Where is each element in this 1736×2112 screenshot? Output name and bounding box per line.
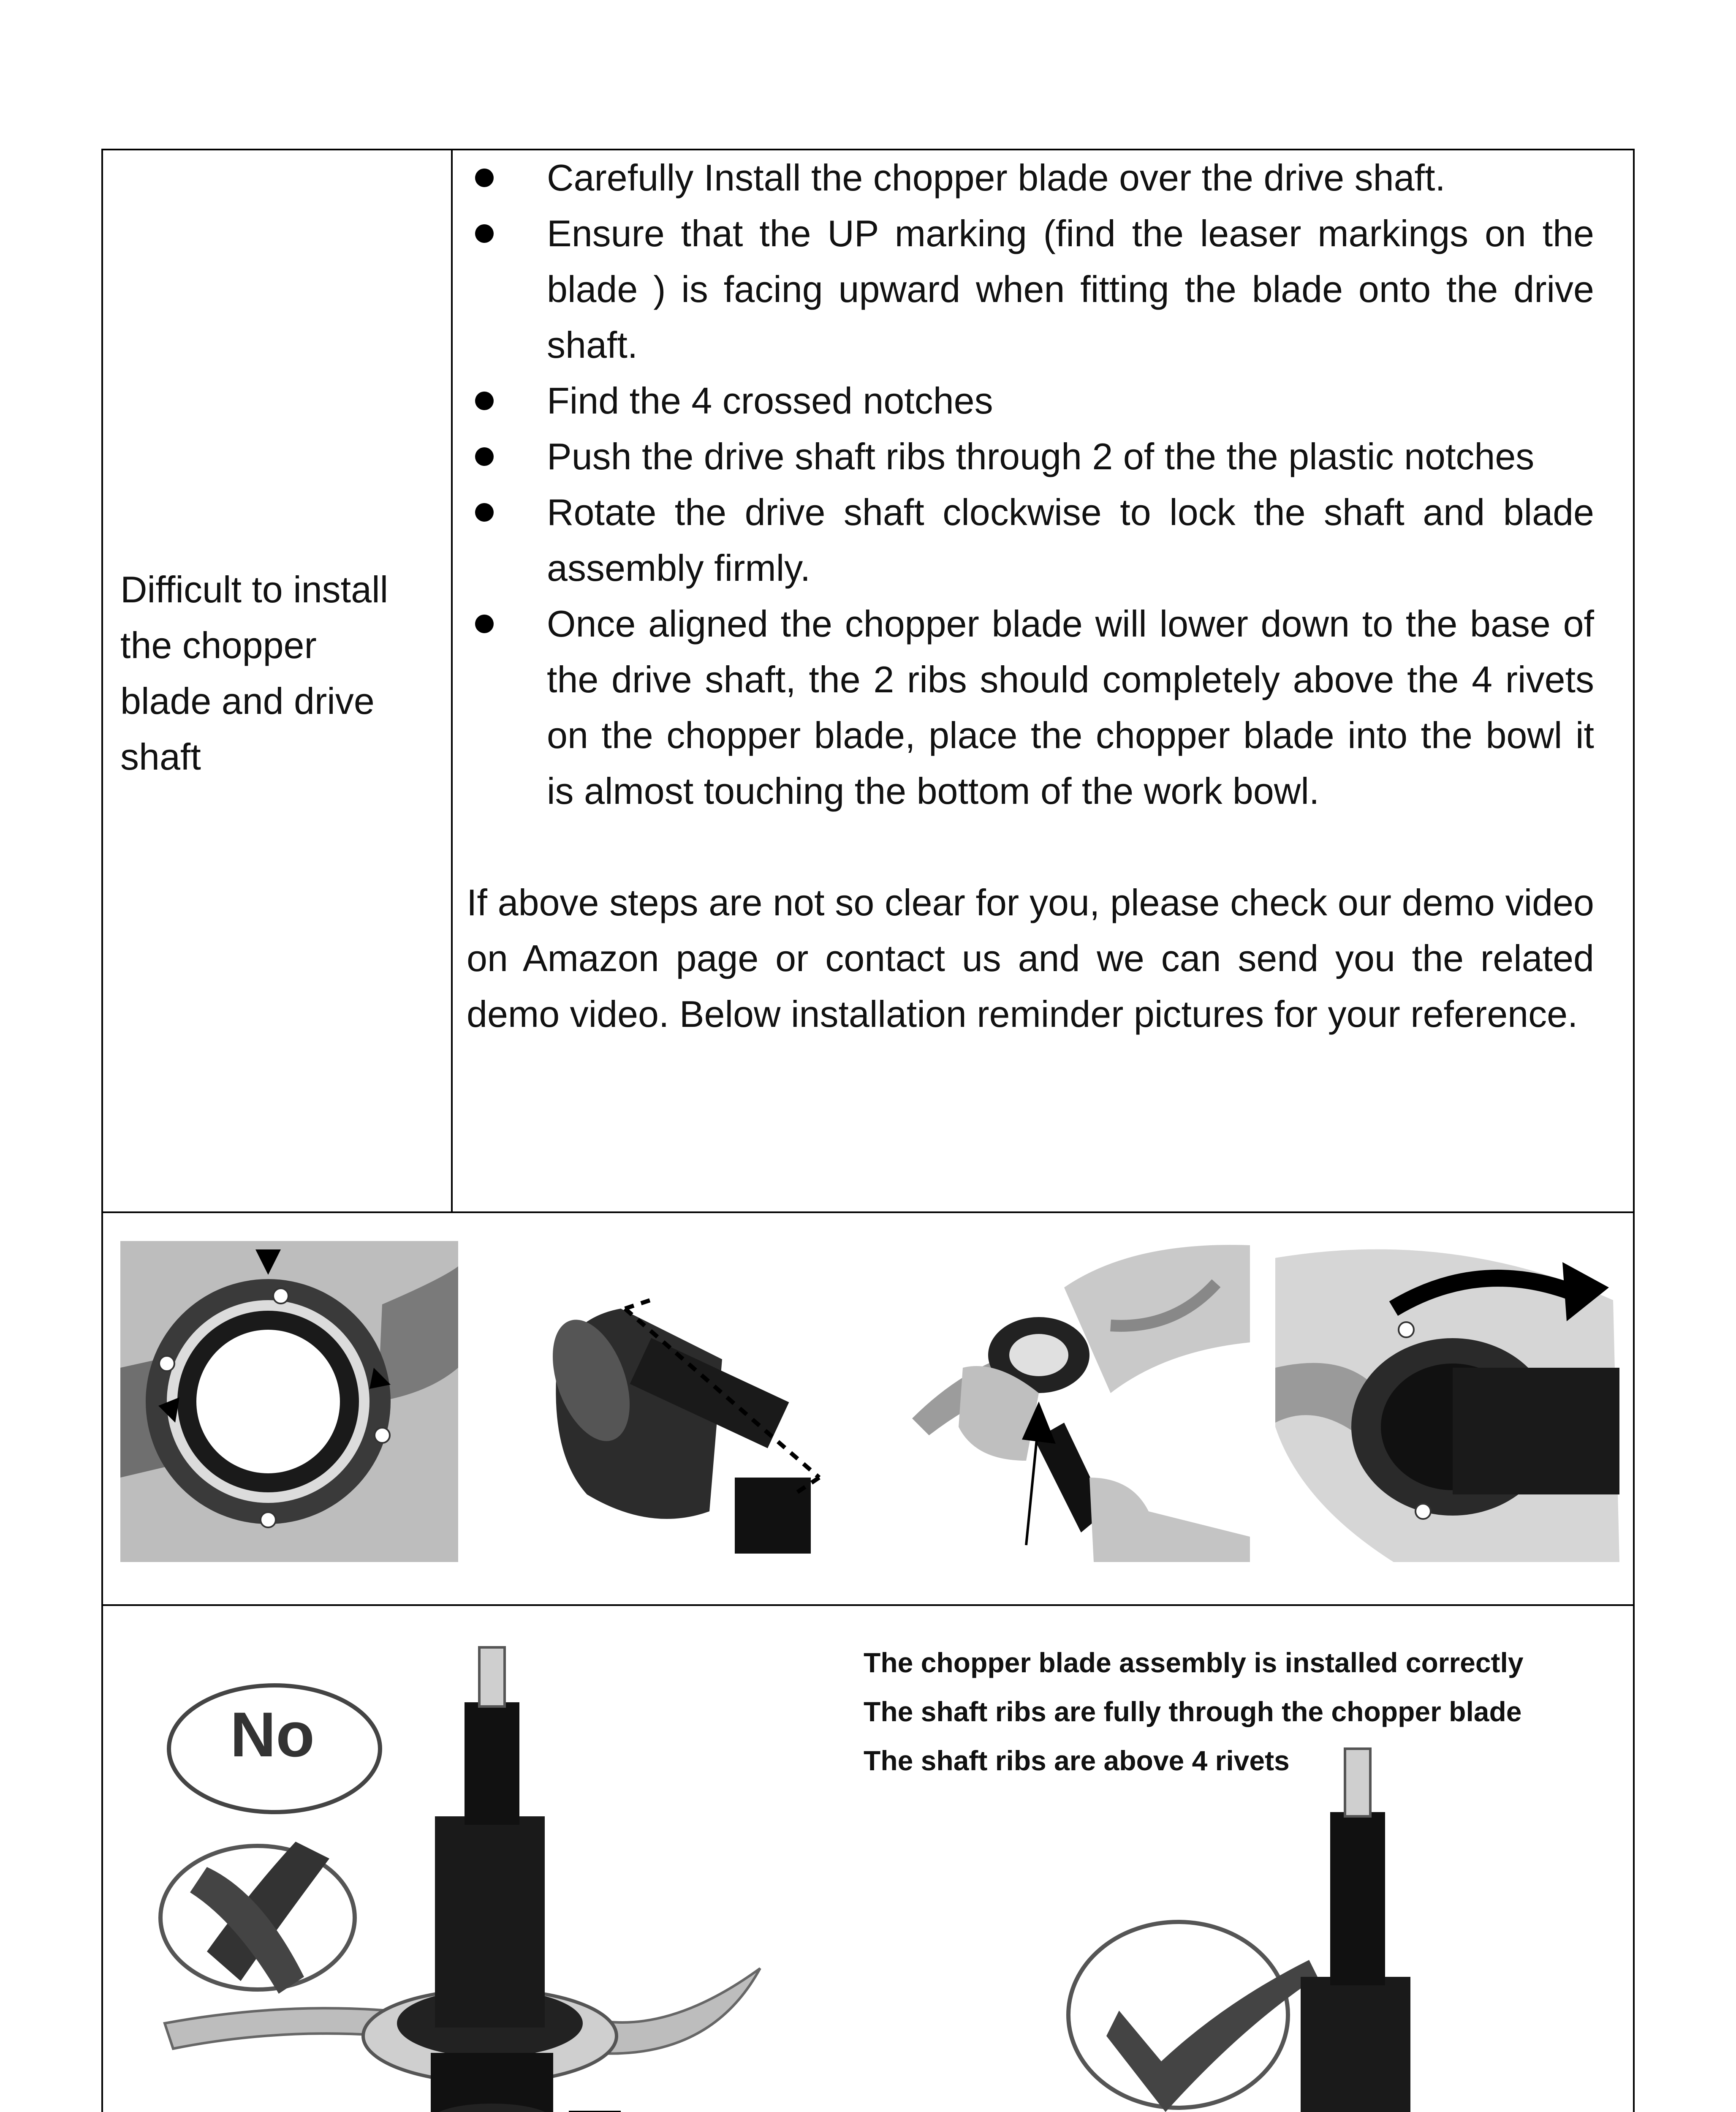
instruction-list (467, 150, 1594, 819)
correct-caption-line: The shaft ribs are fully through the chopper blade (864, 1696, 1522, 1727)
drive-shaft-photo (524, 1241, 857, 1562)
row-divider-1 (101, 1211, 1635, 1213)
rotate-clockwise-photo (1275, 1241, 1619, 1562)
instruction-item: Push the drive shaft ribs through 2 of the the plastic notches (467, 429, 1594, 484)
no-label: No (230, 1699, 315, 1770)
correct-installation-illustration (1064, 1740, 1622, 2112)
problem-line: blade and drive (120, 680, 375, 722)
correct-caption-line: The chopper blade assembly is installed correctly (864, 1647, 1524, 1678)
instruction-item: Carefully Install the chopper blade over the drive shaft. (467, 150, 1594, 206)
instruction-item: Find the 4 crossed notches (467, 373, 1594, 429)
problem-line: shaft (120, 736, 201, 778)
problem-line: Difficult to install (120, 569, 388, 610)
instruction-item: Once aligned the chopper blade will lower down to the base of the drive shaft, the 2 ribs should completely above the 4 rivets on the chopper blade, place the chopper blade into the bowl it is almost touching the bottom of the work bowl. (467, 596, 1594, 819)
hand-fitting-blade-photo (912, 1241, 1250, 1562)
problem-line: the chopper (120, 624, 317, 666)
solution-cell (467, 150, 1594, 1042)
row-divider-2 (101, 1604, 1635, 1606)
instruction-item: Ensure that the UP marking (find the leaser markings on the blade ) is facing upward when fitting the blade onto the drive shaft. (467, 206, 1594, 373)
instruction-item: Rotate the drive shaft clockwise to lock the shaft and blade assembly firmly. (467, 484, 1594, 596)
problem-cell (120, 562, 450, 785)
correct-caption-line: The shaft ribs are above 4 rivets (864, 1745, 1290, 1776)
column-divider (451, 149, 453, 1213)
demo-video-note: If above steps are not so clear for you, please check our demo video on Amazon page or contact us and we can send you the related demo video. Below installation reminder pictures for your reference. (467, 882, 1594, 1035)
blade-notches-photo (120, 1241, 458, 1562)
